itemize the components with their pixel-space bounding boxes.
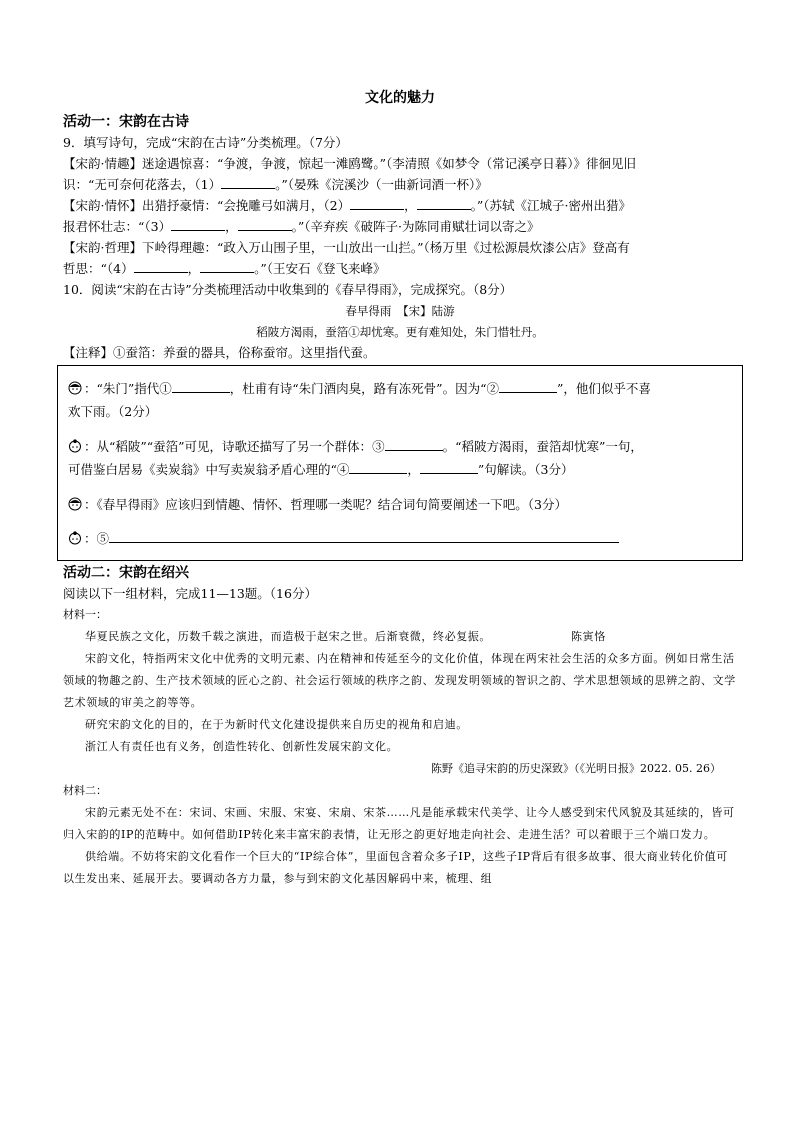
material1-p1: [63, 626, 737, 648]
q9-line2-b: 。”（晏殊《浣溪沙（一曲新词酒一杯）》: [275, 177, 488, 192]
material2-p1: 宋韵元素无处不在：宋词、宋画、宋服、宋宴、宋扇、宋茶……凡是能承载宋代美学、让今人感受到宋代风貌及其延续的，皆可归入宋韵的IP的范畴中。如何借助IP转化来丰富宋韵表情，让无形之韵更好地走向社会、走进生活？可以着眼于三个端口发力。: [63, 806, 735, 841]
dialogue-row-1-a: ：“朱门”指代①: [84, 381, 172, 396]
material1-p1-text: 华夏民族之文化，历数千载之演进，而造极于赵宋之世。后渐衰微，终必复振。: [85, 630, 491, 643]
material1-p1-author: 陈寅恪: [571, 630, 606, 643]
material1-label: 材料一：: [63, 608, 107, 621]
blank-5[interactable]: [172, 379, 230, 393]
boy-avatar-icon: [68, 381, 82, 395]
dialogue-row-2-b: 。“稻陂方渴雨，蚕箔却忧寒”一句，: [442, 439, 643, 454]
girl-avatar-icon: [68, 531, 82, 545]
q9-line3-c: 。”（苏轼《江城子·密州出猎》: [470, 198, 631, 213]
blank-2b[interactable]: [417, 196, 471, 210]
blank-8a[interactable]: [349, 460, 407, 474]
q9-line4-c: 。”（辛弃疾《破阵子·为陈同甫赋壮词以寄之》: [291, 219, 540, 234]
answer-line-5[interactable]: [109, 528, 619, 543]
dialogue-row-3-text: ：《春早得雨》应该归到情趣、情怀、哲理哪一类呢？结合词句简要阐述一下吧。（3分）: [84, 497, 567, 512]
material2-label: 材料二：: [63, 784, 107, 797]
q9-line2-a: 识：“无可奈何花落去，（1）: [63, 177, 222, 192]
blank-3b[interactable]: [238, 217, 292, 231]
q9-line6-a: 哲思：“（4）: [63, 261, 134, 276]
q10-intro: 10．阅读“宋韵在古诗”分类梳理活动中收集到的《春早得雨》，完成探究。（8分）: [63, 282, 513, 297]
q9-line1: 【宋韵·情趣】迷途遇惊喜：“争渡，争渡，惊起一滩鸥鹭。”（李清照《如梦令（常记溪亭日暮）》徘徊见旧: [63, 156, 637, 171]
q9-line2: [63, 174, 737, 195]
dialogue-row-2-a: ：从“稻陂”“蚕箔”可见，诗歌还描写了另一个群体：③: [84, 439, 385, 454]
blank-8b[interactable]: [420, 460, 478, 474]
girl-avatar-icon: [68, 439, 82, 453]
material2-p2: 供给端。不妨将宋韵文化看作一个巨大的“IP综合体”，里面包含着众多子IP，这些子IP背后有很多故事、很大商业转化价值可以生发出来、延展开去。要调动各方力量，参与到宋韵文化基因解码中来，梳理、组: [63, 850, 728, 885]
material1-source: 陈野《追寻宋韵的历史深致》（《光明日报》2022. 05. 26）: [431, 762, 721, 775]
q9-line4-b: ，: [225, 219, 238, 234]
activity2-intro: 阅读以下一组材料，完成11—13题。（16分）: [63, 586, 317, 601]
dialogue-row-2-d: ，: [407, 462, 420, 477]
q9-line6-b: ，: [187, 261, 201, 276]
q9-line6-c: 。”（王安石《登飞来峰》: [254, 261, 386, 276]
q9-line4-a: 报君怀壮志：“（3）: [63, 219, 172, 234]
dialogue-box: [57, 365, 743, 561]
dialogue-row-1-cont: 欢下雨。（2分）: [68, 404, 158, 419]
dialogue-row-4: [68, 522, 732, 556]
poem-title: 春早得雨 【宋】陆游: [345, 304, 455, 318]
dialogue-row-4-text: ：⑤: [84, 531, 110, 546]
dialogue-row-1-b: ，杜甫有诗“朱门酒肉臭，路有冻死骨”。因为“②: [229, 381, 499, 396]
blank-7[interactable]: [385, 437, 443, 451]
blank-4b[interactable]: [200, 259, 254, 273]
material1-p2: 宋韵文化，特指两宋文化中优秀的文明元素、内在精神和传延至今的文化价值，体现在两宋社会生活的众多方面。例如日常生活领域的物趣之韵、生产技术领域的匠心之韵、社会运行领域的秩序之韵、发现发明领域的智识之韵、学术思想领域的思辨之韵、文学艺术领域的审美之韵等等。: [63, 652, 736, 709]
blank-2a[interactable]: [350, 196, 404, 210]
q9-line3: [63, 195, 737, 216]
dialogue-row-2-c: 可借鉴白居易《卖炭翁》中写卖炭翁矛盾心理的“④: [68, 462, 350, 477]
blank-3a[interactable]: [171, 217, 225, 231]
q9-line6: [63, 258, 737, 279]
dialogue-row-1: [68, 372, 732, 406]
dialogue-row-1-c: ”，他们似乎不喜: [556, 381, 651, 396]
material1-p3: 研究宋韵文化的目的，在于为新时代文化建设提供来自历史的视角和启迪。: [85, 718, 468, 731]
blank-4a[interactable]: [134, 259, 188, 273]
q9-line3-a: 【宋韵·情怀】出猎抒豪情：“会挽雕弓如满月，（2）: [63, 198, 351, 213]
page-title: 文化的魅力: [365, 90, 435, 106]
dialogue-row-3: [68, 488, 732, 522]
blank-6[interactable]: [499, 379, 557, 393]
q9-line3-b: ，: [404, 198, 417, 213]
boy-avatar-icon: [68, 497, 82, 511]
exam-page: [63, 88, 737, 890]
q9-line5: 【宋韵·哲理】下岭得理趣：“政入万山围子里，一山放出一山拦。”（杨万里《过松源晨炊漆公店》登高有: [63, 240, 630, 255]
q9-intro: 9．填写诗句，完成“宋韵在古诗”分类梳理。（7分）: [63, 135, 348, 150]
blank-1[interactable]: [221, 175, 275, 189]
poem-note: 【注释】①蚕箔：养蚕的器具，俗称蚕帘。这里指代蚕。: [63, 345, 376, 360]
activity2-heading: 活动二：宋韵在绍兴: [63, 565, 189, 581]
activity1-heading: 活动一：宋韵在古诗: [63, 114, 189, 130]
poem-line: 稻陂方渴雨，蚕箔①却忧寒。更有难知处，朱门惜牡丹。: [256, 325, 544, 339]
dialogue-row-2-e: ”句解读。（3分）: [477, 462, 574, 477]
material1-p4: 浙江人有责任也有义务，创造性转化、创新性发展宋韵文化。: [85, 740, 399, 753]
q9-line4: [63, 216, 737, 237]
